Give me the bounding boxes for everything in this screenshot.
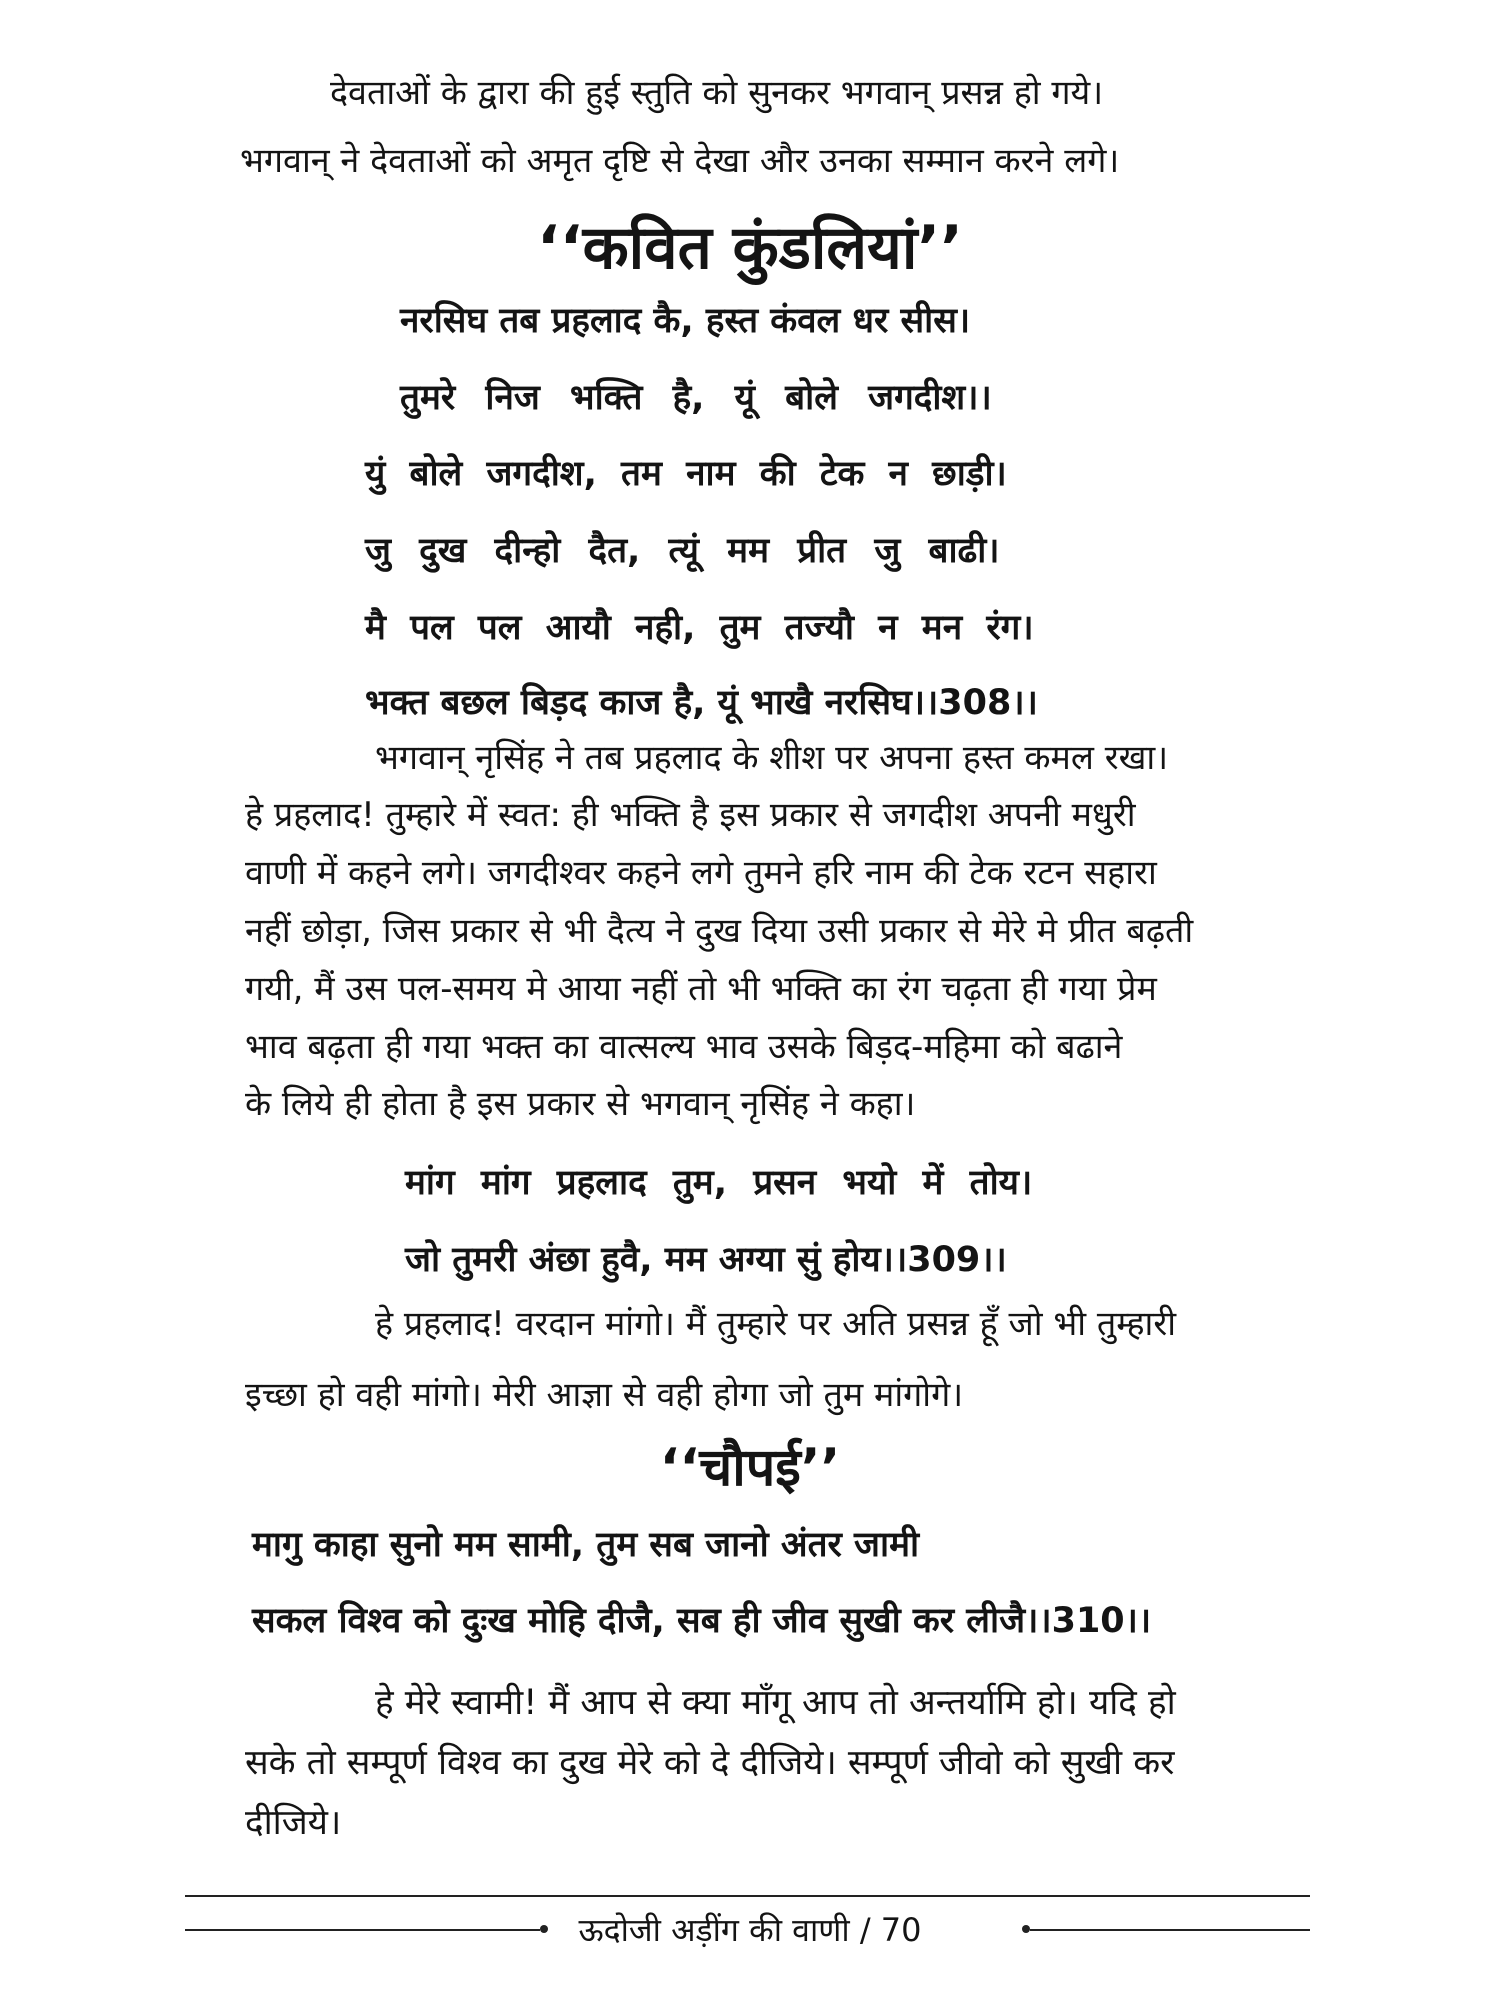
paragraph-2-line-5: गयी, मैं उस पल-समय मे आया नहीं तो भी भक्ति का रंग चढ़ता ही गया प्रेम <box>245 969 1157 1009</box>
paragraph-4-line-3: दीजिये। <box>245 1803 342 1843</box>
verse-1-line-3: युं बोले जगदीश, तम नाम की टेक न छाड़ी। <box>365 454 1007 494</box>
verse-2-line-1: मांग मांग प्रहलाद तुम, प्रसन भयो में तोय। <box>405 1163 1033 1203</box>
paragraph-2-line-3: वाणी में कहने लगे। जगदीश्वर कहने लगे तुमने हरि नाम की टेक रटन सहारा <box>245 853 1157 893</box>
heading-kavit-kundaliyan: ‘‘कवित कुंडलियां’’ <box>537 213 963 283</box>
footer-top-rule <box>185 1895 1310 1897</box>
paragraph-1-line-2: भगवान् ने देवताओं को अमृत दृष्टि से देखा और उनका सम्मान करने लगे। <box>240 141 1120 181</box>
paragraph-2-line-4: नहीं छोड़ा, जिस प्रकार से भी दैत्य ने दुख दिया उसी प्रकार से मेरे मे प्रीत बढ़ती <box>245 911 1194 951</box>
paragraph-2-line-7: के लिये ही होता है इस प्रकार से भगवान् नृसिंह ने कहा। <box>245 1084 916 1124</box>
verse-1-line-5: मै पल पल आयौ नही, तुम तज्यौ न मन रंग। <box>365 608 1034 648</box>
verse-1-line-2: तुमरे निज भक्ति है, यूं बोले जगदीश।। <box>400 378 992 418</box>
verse-1-line-4: जु दुख दीन्हो दैत, त्यूं मम प्रीत जु बाढी। <box>365 531 1000 571</box>
verse-3-line-2: सकल विश्व को दुःख मोहि दीजै, सब ही जीव सुखी कर लीजै।।310।। <box>252 1601 1152 1641</box>
footer-right-dot <box>1022 1925 1030 1933</box>
footer-right-rule <box>1030 1929 1310 1931</box>
footer-page-label: ऊदोजी अड़ींग की वाणी / 70 <box>578 1911 922 1949</box>
paragraph-2-line-6: भाव बढ़ता ही गया भक्त का वात्सल्य भाव उसके बिड़द-महिमा को बढाने <box>245 1027 1123 1067</box>
verse-2-line-2: जो तुमरी अंछा हुवै, मम अग्या सुं होय।।309।। <box>405 1240 1007 1280</box>
verse-3-line-1: मागु काहा सुनो मम सामी, तुम सब जानो अंतर जामी <box>252 1525 920 1565</box>
verse-1-line-6: भक्त बछल बिड़द काज है, यूं भाखै नरसिघ।।308।। <box>365 683 1038 723</box>
paragraph-1-line-1: देवताओं के द्वारा की हुई स्तुति को सुनकर भगवान् प्रसन्न हो गये। <box>330 73 1104 113</box>
paragraph-3-line-2: इच्छा हो वही मांगो। मेरी आज्ञा से वही होगा जो तुम मांगोगे। <box>245 1375 964 1415</box>
paragraph-3-line-1: हे प्रहलाद! वरदान मांगो। मैं तुम्हारे पर अति प्रसन्न हूँ जो भी तुम्हारी <box>375 1304 1177 1344</box>
paragraph-4-line-1: हे मेरे स्वामी! मैं आप से क्या माँगू आप तो अन्तर्यामि हो। यदि हो <box>375 1683 1176 1723</box>
paragraph-2-line-2: हे प्रहलाद! तुम्हारे में स्वत: ही भक्ति है इस प्रकार से जगदीश अपनी मधुरी <box>245 795 1136 835</box>
verse-1-line-1: नरसिघ तब प्रहलाद कै, हस्त कंवल धर सीस। <box>400 301 971 341</box>
heading-chaupai: ‘‘चौपई’’ <box>659 1438 841 1498</box>
paragraph-4-line-2: सके तो सम्पूर्ण विश्व का दुख मेरे को दे दीजिये। सम्पूर्ण जीवो को सुखी कर <box>245 1743 1175 1783</box>
paragraph-2-line-1: भगवान् नृसिंह ने तब प्रहलाद के शीश पर अपना हस्त कमल रखा। <box>375 738 1169 778</box>
